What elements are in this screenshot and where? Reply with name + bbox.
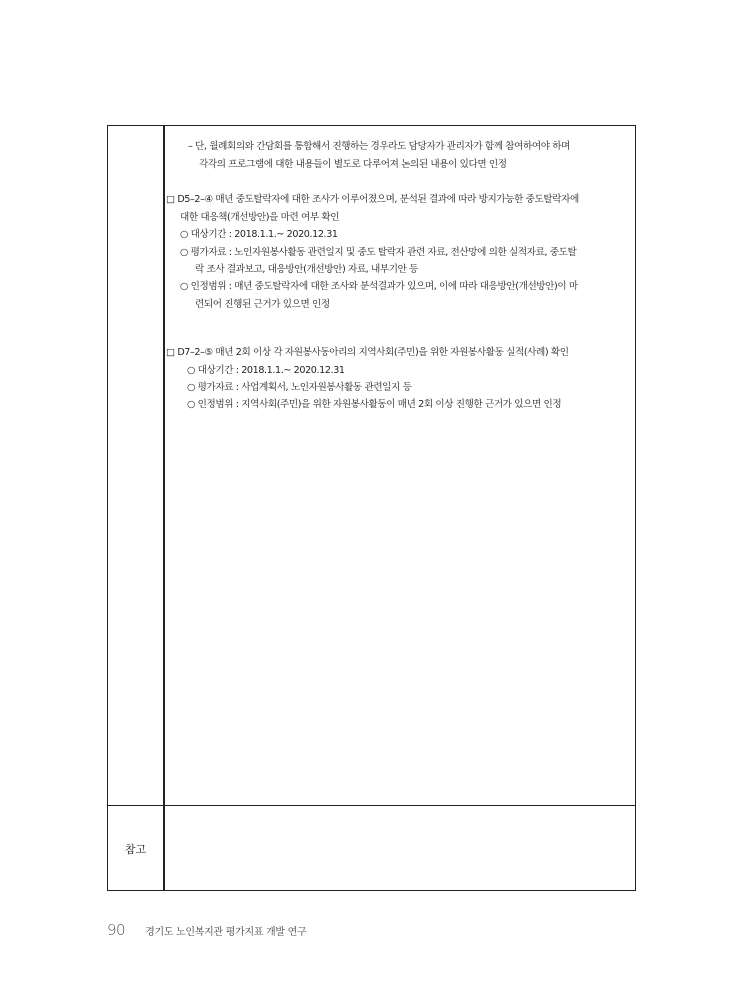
page-number: 90 bbox=[107, 921, 126, 939]
d5-recognition-scope: ○ 인정범위 : 매년 중도탈락자에 대한 조사와 분석결과가 있으며, 이에 따라 대응방안(개선방안)이 마 bbox=[180, 281, 578, 292]
d5-recognition-scope-cont: 련되어 진행된 근거가 있으면 인정 bbox=[195, 299, 330, 310]
d5-eval-materials: ○ 평가자료 : 노인자원봉사활동 관련일지 및 중도 탈락자 관련 자료, 전산망에 의한 실적자료, 중도탈 bbox=[180, 247, 577, 258]
evaluation-table bbox=[107, 125, 636, 891]
page-footer bbox=[107, 921, 306, 939]
main-content-cell bbox=[166, 126, 635, 805]
d5-eval-materials-cont: 락 조사 결과보고, 대응방안(개선방안) 자료, 내부기안 등 bbox=[195, 264, 418, 275]
d7-recognition-scope: ○ 인정범위 : 지역사회(주민)을 위한 자원봉사활동이 매년 2회 이상 진행한 근거가 있으면 인정 bbox=[187, 399, 562, 410]
d5-target-period: ○ 대상기간 : 2018.1.1.~ 2020.12.31 bbox=[180, 229, 338, 240]
d7-item-heading: □ D7–2–⑤ 매년 2회 이상 각 자원봉사동아리의 지역사회(주민)을 위한 자원봉사활동 실적(사례) 확인 bbox=[166, 347, 569, 358]
d7-target-period: ○ 대상기간 : 2018.1.1.~ 2020.12.31 bbox=[187, 365, 345, 376]
row-divider bbox=[108, 805, 635, 806]
d7-eval-materials: ○ 평가자료 : 사업계획서, 노인자원봉사활동 관련일지 등 bbox=[187, 382, 412, 393]
column-divider bbox=[163, 126, 165, 890]
d5-item-heading: □ D5–2–④ 매년 중도탈락자에 대한 조사가 이루어졌으며, 분석된 결과에 따라 방지가능한 중도탈락자에 bbox=[166, 194, 579, 205]
reference-label: 참고 bbox=[124, 842, 147, 856]
d5-item-heading-cont: 대한 대응책(개선방안)을 마련 여부 확인 bbox=[180, 212, 340, 223]
document-title: 경기도 노인복지관 평가지표 개발 연구 bbox=[145, 927, 307, 938]
note-continuation-line: 각각의 프로그램에 대한 내용들이 별도로 다루어져 논의된 내용이 있다면 인정 bbox=[199, 159, 507, 170]
note-dash-line: – 단, 월례회의와 간담회를 통합해서 진행하는 경우라도 담당자가 관리자가 함께 참여하여야 하며 bbox=[188, 141, 571, 152]
